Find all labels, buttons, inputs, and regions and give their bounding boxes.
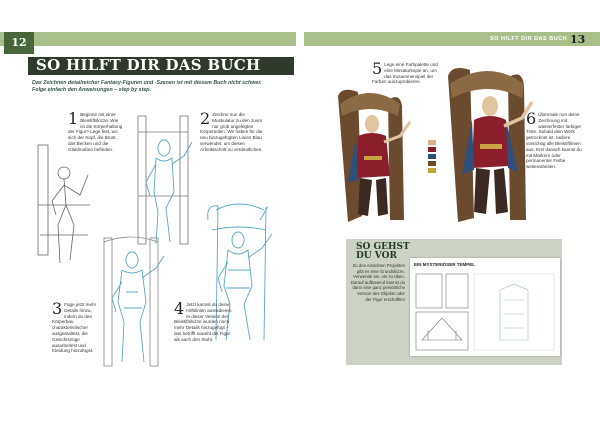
sketch-step-2 (126, 112, 206, 252)
callout-title-line-2: DU VOR (356, 251, 397, 261)
page-title: SO HILFT DIR DAS BUCH (36, 56, 261, 74)
sketch-step-3 (94, 232, 174, 372)
preview-title: EIN MYSTERIÖSER TEMPEL (414, 262, 476, 267)
callout-title (356, 243, 410, 261)
step-6-number: 6 (526, 109, 537, 128)
step-6-text: Übermale nun deine Zeichnung mit wasserfester farbiger Tinte. Sobald dein Werk getrocknet ist, radiere vorsichtig alle Bleistiftlinien aus. Erst danach kannst du mit Markern oder permanenter Farbe weiterarbeiten. (526, 112, 582, 170)
step-2 (200, 109, 264, 153)
step-6 (526, 109, 582, 170)
step-1-number: 1 (68, 109, 79, 128)
step-1 (68, 109, 124, 153)
step-4-text: Jetzt kannst du deine Hilfslinien ausradieren. In dieser Version der Bleistiftskizze wurden noch mehr Details hinzugefügt – das betrifft sowohl die Figur als auch den Stuhl. (174, 302, 233, 342)
page-number-right: 13 (570, 33, 586, 46)
color-figure-small (318, 86, 418, 226)
running-head: SO HILFT DIR DAS BUCH (490, 36, 568, 42)
step-5 (372, 59, 438, 85)
step-1-text: Beginne mit einer Bleistiftskizze. Wie ist die Körperhaltung der Figur? Lege fest, wo sich der Kopf, die Brust, das Becken und die Gliedmaßen befinden. (68, 112, 123, 152)
step-3 (52, 299, 102, 354)
step-4 (174, 299, 236, 343)
step-5-text: Lege eine Farbpalette und eine Miniaturkopie an, um das Zusammenspiel der Farben auszuprobieren. (372, 62, 438, 85)
callout-title-line-1: SO GEHST (356, 242, 410, 252)
intro-text: Das Zeichnen detailreicher Fantasy-Figuren und -Szenen ist mit diesem Buch nicht schwer. Folge einfach den Anweisungen – step by step. (32, 80, 262, 93)
page-number-left: 12 (4, 32, 34, 54)
step-4-number: 4 (174, 299, 185, 318)
header-band-left (0, 32, 296, 46)
step-5-number: 5 (372, 59, 383, 78)
callout-text: Zu den einzelnen Projekten gibt es eine Grundskizze. Verwende sie, um zu üben. Darauf aufbauend kannst du dann eine ganz persönliche Version des Objekts oder der Figur erschaffen! (350, 263, 405, 302)
preview-sketch (414, 270, 556, 354)
sketch-step-1 (30, 135, 100, 275)
step-2-number: 2 (200, 109, 211, 128)
step-3-number: 3 (52, 299, 63, 318)
step-2-text: Zeichne nun die Muskulatur zu den zuvor nur grob angelegten Körperteilen. Wir haben für die neu hinzugefügten Linien Blau verwendet, um diesen Arbeitsschritt zu verdeutlichen. (200, 112, 263, 152)
step-3-text: Füge jetzt mehr Details hinzu, indem du den Körperbau charakteristischer ausgestaltest, die Gesichtszüge ausarbeitest und Kleidung hinzufügst. (52, 302, 97, 354)
